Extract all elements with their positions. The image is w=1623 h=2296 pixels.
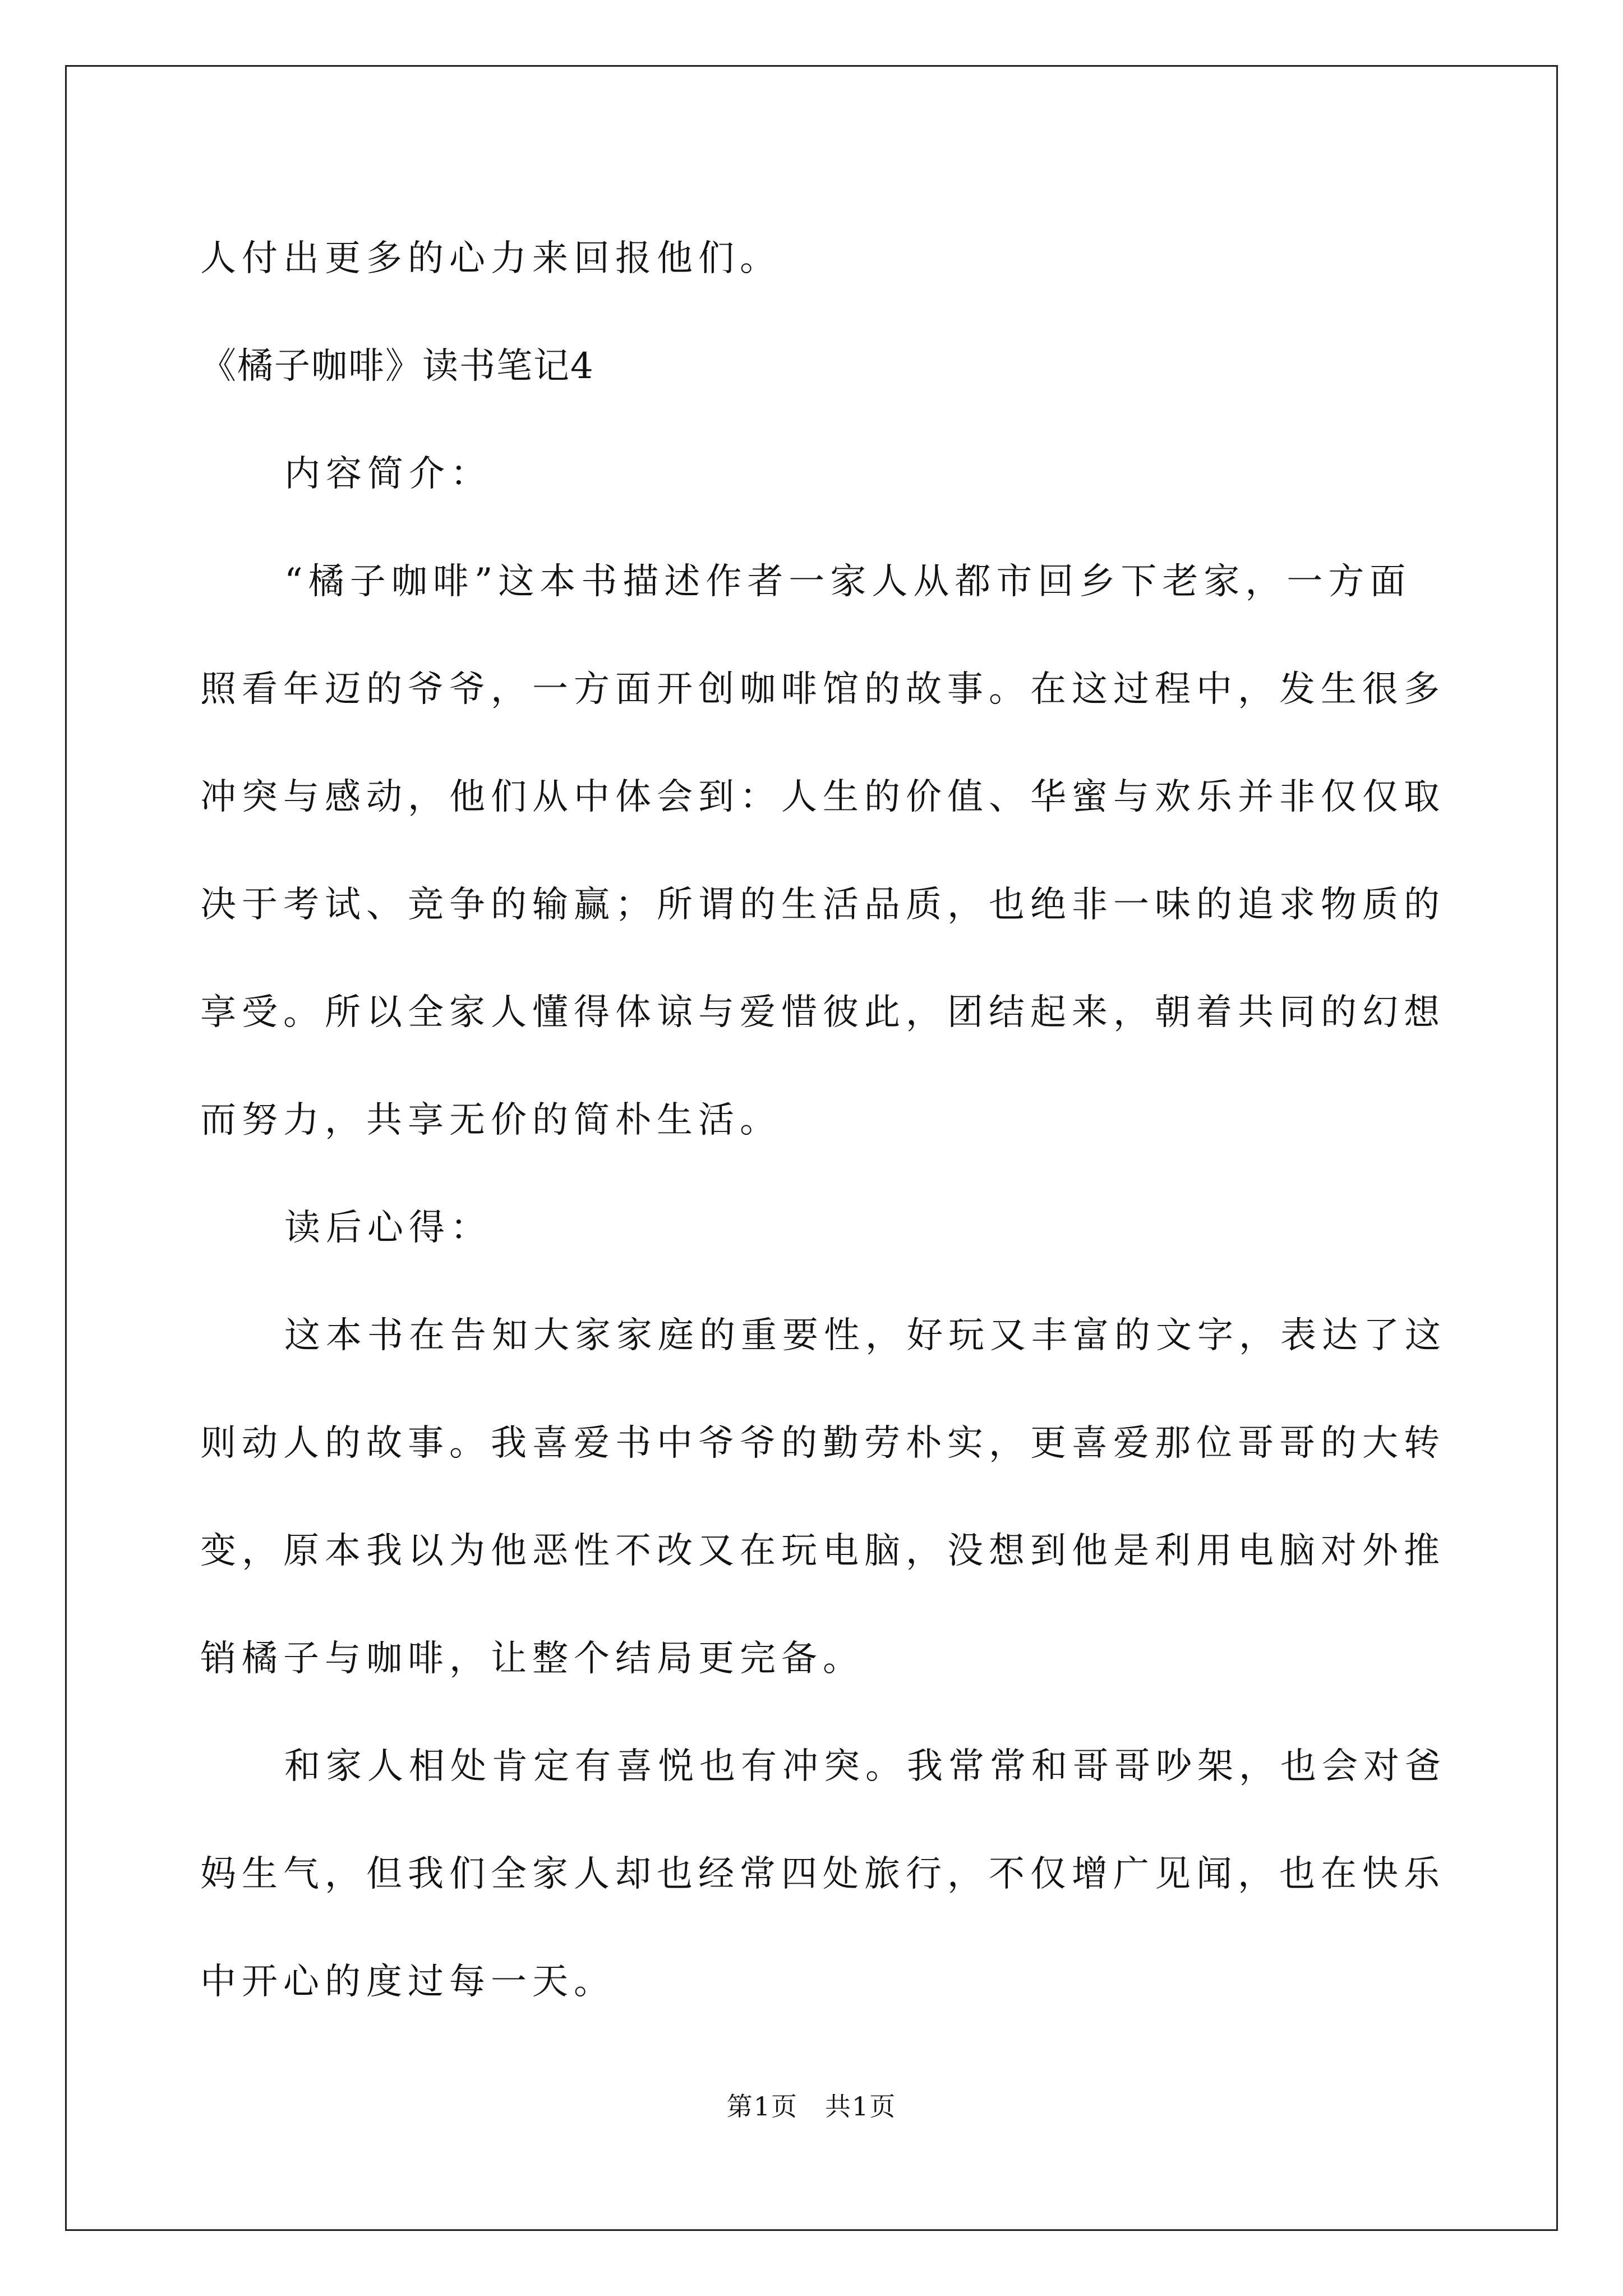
subheading-summary: 内容简介： [284, 453, 492, 495]
text-line: 决于考试、竞争的输赢；所谓的生活品质，也绝非一味的追求物质的 [200, 884, 1445, 926]
text-line: “橘子咖啡”这本书描述作者一家人从都市回乡下老家，一方面 [284, 561, 1412, 602]
text-line: 而努力，共享无价的简朴生活。 [200, 1099, 781, 1141]
text-line: 和家人相处肯定有喜悦也有冲突。我常常和哥哥吵架，也会对爸 [284, 1746, 1446, 1787]
document-body [200, 205, 1446, 2036]
page-footer: 第1页 共1页 [726, 2091, 897, 2122]
subheading-reflection: 读后心得： [284, 1207, 492, 1249]
text-line: 妈生气，但我们全家人却也经常四处旅行，不仅增广见闻，也在快乐 [200, 1853, 1445, 1895]
text-line: 享受。所以全家人懂得体谅与爱惜彼此，团结起来，朝着共同的幻想 [200, 992, 1445, 1033]
text-line: 冲突与感动，他们从中体会到：人生的价值、华蜜与欢乐并非仅仅取 [200, 776, 1445, 818]
section-title: 《橘子咖啡》读书笔记4 [200, 346, 594, 387]
text-line: 则动人的故事。我喜爱书中爷爷的勤劳朴实，更喜爱那位哥哥的大转 [200, 1423, 1445, 1464]
text-line: 销橘子与咖啡，让整个结局更完备。 [200, 1638, 864, 1680]
text-line: 这本书在告知大家家庭的重要性，好玩又丰富的文字，表达了这 [284, 1315, 1446, 1356]
text-line: 变，原本我以为他恶性不改又在玩电脑，没想到他是利用电脑对外推 [200, 1530, 1445, 1572]
text-line: 照看年迈的爷爷，一方面开创咖啡馆的故事。在这过程中，发生很多 [200, 669, 1445, 710]
text-line: 中开心的度过每一天。 [200, 1961, 615, 2003]
text-line: 人付出更多的心力来回报他们。 [200, 238, 781, 279]
